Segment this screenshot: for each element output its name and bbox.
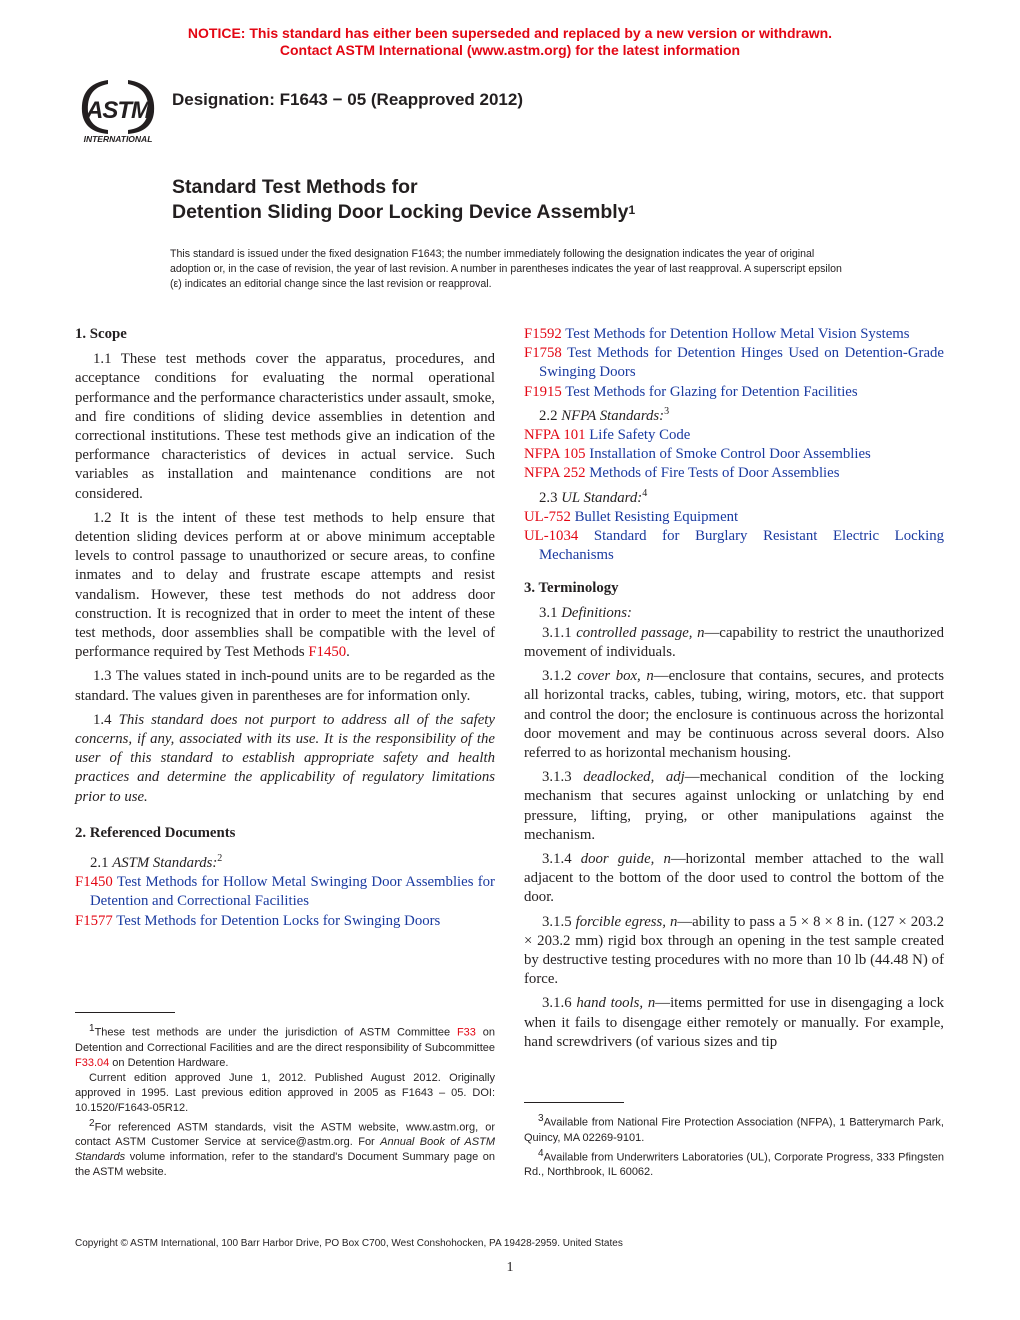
ul-label-num: 2.3 [539, 489, 562, 506]
reference-item [75, 912, 495, 931]
fn3-text: Available from National Fire Protection Association (NFPA), 1 Batterymarch Park, Quincy, MA 02269-9101. [524, 1116, 944, 1144]
term-number: 3.1.3 [542, 769, 584, 786]
scope-1-4 [75, 711, 495, 807]
title-line-2-text: Detention Sliding Door Locking Device Assembly [172, 201, 629, 223]
astm-label-text: ASTM Standards: [112, 855, 218, 871]
term-name: hand tools, n [576, 995, 656, 1012]
footnotes-left [75, 1021, 495, 1180]
scope-1-4-num: 1.4 [93, 711, 119, 728]
footnotes-right [524, 1111, 944, 1180]
reference-title-link[interactable]: Installation of Smoke Control Door Assemblies [589, 446, 871, 463]
nfpa-label-text: NFPA Standards: [561, 407, 665, 424]
astm-list-right [524, 325, 944, 402]
reference-title-link[interactable]: Standard for Burglary Resistant Electric Locking Mechanisms [539, 527, 944, 564]
term-name: door guide, n [580, 850, 671, 867]
reference-item [524, 344, 944, 382]
reference-item [524, 426, 944, 445]
term-number: 3.1.1 [542, 624, 577, 641]
reference-item [524, 383, 944, 402]
title-line-1: Standard Test Methods for [172, 176, 418, 198]
notice-line-1: NOTICE: This standard has either been superseded and replaced by a new version or withdrawn. [187, 25, 833, 41]
reference-code-link[interactable]: F1592 [524, 326, 562, 342]
astm-label-fn: 2 [217, 853, 223, 865]
title-line-2 [172, 200, 635, 225]
logo-caption: INTERNATIONAL [83, 134, 153, 144]
term-name: cover box, n [577, 668, 654, 685]
term-text: —items permitted for use in disengaging a lock when it fails to disengage either remotely or manually. For example, hand screwdrivers (of various sizes and tip [524, 995, 944, 1050]
withdrawal-notice [0, 25, 1020, 59]
reference-title-link[interactable]: Test Methods for Hollow Metal Swinging Door Assemblies for Detention and Correctional Facilities [90, 874, 495, 910]
fn4-text: Available from Underwriters Laboratories (UL), Corporate Progress, 333 Pfingsten Rd., Northbrook, IL 60062. [524, 1151, 944, 1179]
term-definition [524, 768, 944, 845]
reference-item [524, 445, 944, 464]
definitions-text: Definitions: [561, 605, 632, 622]
link-f33-04[interactable]: F33.04 [75, 1056, 110, 1069]
link-f1450[interactable]: F1450 [308, 644, 347, 661]
reference-title-link[interactable]: Test Methods for Detention Locks for Swinging Doors [116, 912, 441, 929]
reference-code-link[interactable]: F1758 [524, 345, 562, 362]
designation: Designation: F1643 − 05 (Reapproved 2012) [172, 90, 523, 109]
notice-line-2: Contact ASTM International (www.astm.org) for the latest information [279, 42, 741, 58]
scope-1-1: 1.1 These test methods cover the apparatus, procedures, and acceptance conditions for evaluating the normal operational performance and the performance characteristics under assault, smoke, and fire conditions of sliding device assemblies in detention and correctional institutions. These test methods give an indication of the performance characteristics of devices in actual service. Such variables as installation and maintenance conditions are not considered. [75, 351, 495, 502]
fn1-text-c: on Detention Hardware. [109, 1056, 229, 1069]
section-heading-refdocs: 2. Referenced Documents [75, 824, 236, 841]
ul-list [524, 508, 944, 566]
term-number: 3.1.4 [542, 850, 581, 867]
footnote-3 [524, 1111, 944, 1146]
logo-letters: ASTM [86, 97, 150, 124]
reference-item [524, 527, 944, 565]
footnote-1-edition: Current edition approved June 1, 2012. Published August 2012. Originally approved in 1995. Last previous edition approved in 2005 as F1643 – 05. DOI: 10.1520/F1643-05R12. [75, 1071, 495, 1114]
fn1-text-b: on Detention and Correctional Facilities and are the direct responsibility of Subcommittee [75, 1026, 495, 1054]
term-definition [524, 913, 944, 990]
fn2-text-a: For referenced ASTM standards, visit the ASTM website, www.astm.org, or contact ASTM Customer Service at service@astm.org. For [75, 1121, 495, 1149]
title-footnote-mark: 1 [628, 203, 636, 217]
fn2-mark: 2 [89, 1117, 95, 1129]
term-text: —ability to pass a 5 × 8 × 8 in. (127 × 203.2 × 203.2 mm) rigid box through an opening in the test sample created by destructive testing procedures with no more than 10 lb (44.48 N) of force. [524, 913, 945, 988]
reference-title-link[interactable]: Methods of Fire Tests of Door Assemblies [589, 465, 840, 482]
term-definition [524, 624, 944, 662]
section-heading-terminology: 3. Terminology [524, 580, 619, 597]
reference-code-link[interactable]: NFPA 252 [524, 465, 586, 482]
reference-title-link[interactable]: Test Methods for Detention Hinges Used on Detention-Grade Swinging Doors [539, 345, 945, 381]
reference-code-link[interactable]: UL-752 [524, 508, 571, 525]
term-number: 3.1.5 [542, 913, 576, 930]
term-definition [524, 667, 944, 763]
astm-logo [72, 72, 164, 144]
footnote-2 [75, 1116, 495, 1181]
left-column [75, 325, 495, 931]
reference-item [75, 873, 495, 911]
footnote-rule-right [524, 1102, 624, 1103]
scope-1-2-text: 1.2 It is the intent of these test methods to help ensure that detention sliding devices perform at or above minimum acceptable levels to control passage to unauthorized or secure areas, to confine inmates and to delay and frustrate escape attempts and resist vandalism. However, these test methods do not address door construction. It is recognized that in order to meet the intent of these test methods, door assemblies shall be compatible with the level of performance required by Test Methods [75, 509, 495, 661]
reference-code-link[interactable]: F1915 [524, 383, 562, 400]
term-definition [524, 994, 944, 1052]
fn3-mark: 3 [538, 1113, 544, 1124]
fn1-mark: 1 [89, 1023, 95, 1034]
reference-code-link[interactable]: NFPA 105 [524, 446, 586, 463]
term-number: 3.1.6 [542, 995, 577, 1012]
footnote-rule-left [75, 1012, 175, 1013]
section-heading-scope: 1. Scope [75, 326, 127, 342]
page-number: 1 [506, 1260, 514, 1275]
scope-1-2 [75, 509, 495, 663]
definitions-num: 3.1 [539, 605, 562, 622]
term-name: deadlocked, adj [583, 769, 685, 786]
document-title [172, 175, 635, 225]
astm-standards-label [75, 849, 495, 873]
astm-list-left [75, 873, 495, 931]
ul-label-text: UL Standard: [561, 489, 643, 506]
terms-list [524, 624, 944, 1052]
reference-item [524, 508, 944, 527]
footnote-1 [75, 1021, 495, 1071]
term-definition [524, 850, 944, 908]
fn2-text-b: volume information, refer to the standard's Document Summary page on the ASTM website. [75, 1151, 495, 1179]
reference-title-link[interactable]: Test Methods for Glazing for Detention Facilities [565, 383, 858, 400]
reference-code-link[interactable]: F1450 [75, 874, 113, 891]
copyright: Copyright © ASTM International, 100 Barr Harbor Drive, PO Box C700, West Conshohocken, PA 19428-2959. United States [75, 1238, 623, 1249]
nfpa-label-fn: 3 [664, 405, 670, 417]
reference-title-link[interactable]: Test Methods for Detention Hollow Metal Vision Systems [565, 326, 910, 342]
footnote-4 [524, 1146, 944, 1181]
reference-code-link[interactable]: F1577 [75, 912, 113, 929]
astm-label-num: 2.1 [90, 855, 113, 871]
term-text: —enclosure that contains, secures, and protects all horizontal tracks, cables, tubing, wiring, motors, etc. that support and control the door; the enclosure is continuous across the horizontal door movement and may be continuous across several doors. Also referred to as horizontal mechanism housing. [524, 668, 944, 761]
term-text: —horizontal member attached to the wall adjacent to the bottom of the door used to control the bottom of the door. [524, 850, 944, 906]
fn4-mark: 4 [538, 1147, 544, 1159]
term-text: —capability to restrict the unauthorized movement of individuals. [524, 624, 944, 660]
nfpa-standards-label [524, 402, 944, 426]
reference-code-link[interactable]: UL-1034 [524, 527, 579, 544]
definitions-label [524, 604, 944, 623]
reference-item [524, 325, 944, 344]
issuance-note: This standard is issued under the fixed designation F1643; the number immediately following the designation indicates the year of original adoption or, in the case of revision, the year of last revision. A number in parentheses indicates the year of last reapproval. A superscript epsilon (ε) indicates an editorial change since the last revision or reapproval. [170, 248, 842, 290]
link-f33[interactable]: F33 [456, 1026, 476, 1039]
right-column [524, 325, 944, 1057]
term-name: forcible egress, n [575, 913, 678, 930]
term-name: controlled passage, n [576, 624, 705, 641]
astm-logo-icon [72, 72, 164, 144]
term-number: 3.1.2 [542, 668, 578, 685]
scope-1-2-end: . [346, 644, 350, 661]
nfpa-label-num: 2.2 [539, 407, 562, 424]
reference-item [524, 464, 944, 483]
term-text: —mechanical condition of the locking mechanism that secures against unlocking or unlatching by end pressure, lifting, prying, or other manipulations against the mechanism. [524, 769, 945, 843]
reference-title-link[interactable]: Life Safety Code [589, 426, 691, 443]
fn1-text-a: These test methods are under the jurisdiction of ASTM Committee [94, 1026, 457, 1039]
ul-standards-label [524, 484, 944, 508]
scope-1-4-text: This standard does not purport to address all of the safety concerns, if any, associated with its use. It is the responsibility of the user of this standard to establish appropriate safety and health practices and determine the applicability of regulatory limitations prior to use. [75, 711, 495, 805]
scope-1-3: 1.3 The values stated in inch-pound units are to be regarded as the standard. The values given in parentheses are for information only. [75, 668, 495, 704]
reference-code-link[interactable]: NFPA 101 [524, 426, 586, 443]
ul-label-fn: 4 [642, 487, 648, 499]
nfpa-list [524, 426, 944, 484]
reference-title-link[interactable]: Bullet Resisting Equipment [574, 508, 739, 525]
fn2-text-italic: Annual Book of ASTM Standards [75, 1136, 495, 1164]
